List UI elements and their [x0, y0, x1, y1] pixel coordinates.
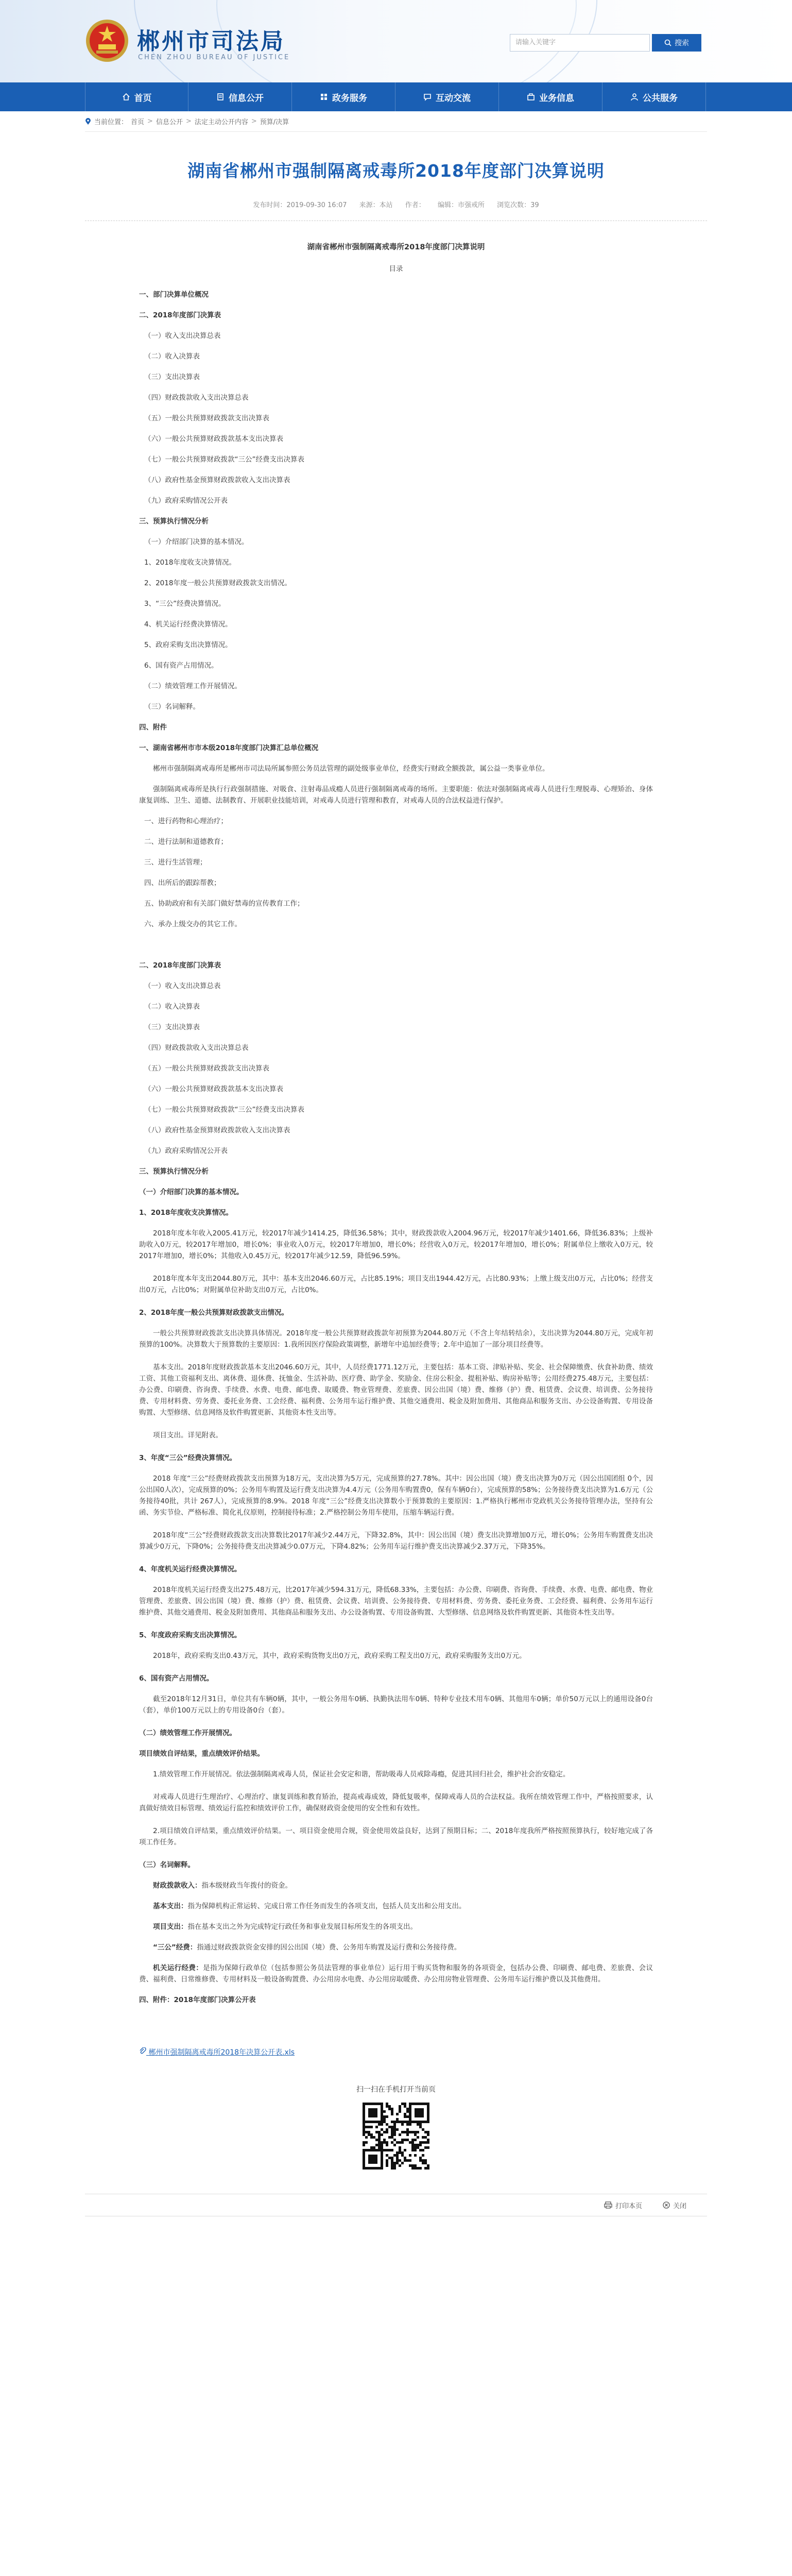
duty-item: 一、进行药物和心理治疗；	[144, 817, 228, 825]
duty-item: 五、协助政府和有关部门做好禁毒的宣传教育工作；	[144, 900, 304, 908]
table-list-item: （三）支出决算表	[144, 1023, 200, 1031]
breadcrumb-item-current[interactable]: 预算/决算	[260, 118, 289, 126]
table-list-item: （六）一般公共预算财政拨款基本支出决算表	[144, 1085, 283, 1093]
toc-item: 4、机关运行经费决算情况。	[144, 620, 232, 629]
glossary-entry	[139, 1962, 653, 1985]
section-paragraphs	[139, 1228, 653, 1296]
toc-item: 2、2018年度一般公共预算财政拨款支出情况。	[144, 579, 291, 587]
breadcrumb-separator: >	[147, 117, 153, 125]
close-icon	[663, 2201, 670, 2209]
duty-list	[139, 816, 653, 930]
section-heading: 四、附件：2018年度部门决算公开表	[139, 1996, 256, 2004]
location-pin-icon	[85, 118, 91, 125]
paragraph: 2018 年度“三公”经费财政拨款支出预算为18万元，支出决算为5万元，完成预算的27.78%。其中：因公出国（境）费支出决算为0万元（因公出国团组 0个，因公出国0人次），完成预算的0%；公务用车购置及运行费支出决算为4.4万元（公务用车购置费0，保有车辆0台），完成预算的58%；公务接待费支出决算为1.6万元（公务接待40批，共计 267人），完成预算的8.9%。2018 年度“三公”经费支出决算数小于预算数的主要原因：1.严格执行郴州市党政机关公务接待管理办法，坚持有公函、务实节俭、严格标准、简化礼仪原则，控制接待标准；2.严格控制公务用车使用，压缩车辆运行费。	[139, 1475, 653, 1517]
paragraph: 1.绩效管理工作开展情况。依法强制隔离戒毒人员，保证社会安定和谐，帮助吸毒人员戒除毒瘾，促进其回归社会，维护社会治安稳定。	[153, 1770, 570, 1778]
section-paragraphs	[139, 1769, 653, 1848]
paragraph: 截至2018年12月31日，单位共有车辆0辆，其中，一般公务用车0辆、执勤执法用车0辆、特种专业技术用车0辆、其他用车0辆；单价50万元以上的通用设备0台（套），单价100万元以上的专用设备0台（套）。	[139, 1695, 653, 1715]
toc-item: （七）一般公共预算财政拨款“三公”经费支出决算表	[144, 455, 304, 464]
search-button[interactable]	[652, 34, 701, 52]
qr-section	[139, 2084, 653, 2173]
section-paragraphs	[139, 763, 653, 806]
table-list-item: （五）一般公共预算财政拨款支出决算表	[144, 1064, 269, 1073]
table-list-item: （二）收入决算表	[144, 1003, 200, 1011]
print-button[interactable]	[604, 2200, 642, 2210]
glossary-definition: 指在基本支出之外为完成特定行政任务和事业发展目标所发生的各项支出。	[187, 1923, 417, 1931]
public-icon	[630, 93, 639, 101]
toc-item: （六）一般公共预算财政拨款基本支出决算表	[144, 435, 283, 443]
toc-item: 5、政府采购支出决算情况。	[144, 641, 232, 649]
glossary-term: 财政拨款收入：	[153, 1882, 202, 1890]
glossary-entry	[139, 1880, 653, 1891]
article-body	[85, 221, 707, 2173]
toc-item: （二）绩效管理工作开展情况。	[144, 682, 242, 690]
section-paragraphs	[139, 1328, 653, 1441]
breadcrumb-separator: >	[185, 117, 192, 125]
toc-item: 二、2018年度部门决算表	[139, 311, 221, 319]
business-icon	[527, 93, 535, 101]
table-list-item: （一）收入支出决算总表	[144, 982, 221, 990]
attachment-icon	[139, 2047, 146, 2055]
toc-item: （一）介绍部门决算的基本情况。	[144, 538, 249, 546]
nav-item-service[interactable]	[292, 82, 395, 111]
glossary-definition: 指为保障机构正常运转、完成日常工作任务而发生的各项支出，包括人员支出和公用支出。	[187, 1902, 466, 1910]
breadcrumb-item-info[interactable]: 信息公开	[156, 118, 183, 126]
toc-item: 6、国有资产占用情况。	[144, 662, 218, 670]
toc-item: 1、2018年度收支决算情况。	[144, 558, 236, 567]
subsection-heading: 2、2018年度一般公共预算财政拨款支出情况。	[139, 1309, 288, 1317]
paragraph: 2018年，政府采购支出0.43万元，其中，政府采购货物支出0万元，政府采购工程支出0万元，政府采购服务支出0万元。	[153, 1652, 526, 1660]
search-icon	[664, 39, 672, 46]
close-button[interactable]	[663, 2200, 686, 2210]
publish-date: 发布时间：2019-09-30 16:07	[253, 201, 347, 209]
nav-label: 信息公开	[229, 93, 264, 104]
national-emblem-icon	[85, 19, 129, 63]
breadcrumb-prefix: 当前位置：	[94, 118, 128, 126]
paragraph: 2018年度“三公”经费财政拨款支出决算数比2017年减少2.44万元，下降32.8%，其中：因公出国（境）费支出决算增加0万元，增长0%；公务用车购置费支出决算减少0万元，下降0%；公务接待费支出决算减少0.07万元，下降4.82%；公务用车运行维护费支出决算减少2.37万元，下降35%。	[139, 1531, 653, 1551]
glossary-term: 基本支出：	[153, 1902, 188, 1910]
toc-item: （四）财政拨款收入支出决算总表	[144, 394, 249, 402]
subsection-heading: 1、2018年度收支决算情况。	[139, 1209, 233, 1217]
nav-label: 首页	[134, 93, 152, 104]
site-header	[0, 0, 792, 82]
paragraph: 基本支出。2018年度财政拨款基本支出2046.60万元，其中，人员经费1771.12万元，主要包括：基本工资、津贴补贴、奖金、社会保障缴费、伙食补助费、绩效工资、其他工资福利支出、离休费、退休费、抚恤金、生活补助、医疗费、助学金、奖励金、住房公积金、提租补贴、购房补贴等；公用经费275.48万元，主要包括：办公费、印刷费、咨询费、手续费、水费、电费、邮电费、取暖费、物业管理费、差旅费、因公出国（境）费、维修（护）费、租赁费、会议费、培训费、公务接待费、专用材料费、劳务费、委托业务费、工会经费、福利费、公务用车运行维护费、其他交通费用、税金及附加费用、其他商品和服务支出、办公设备购置、专用设备购置、大型修缮、信息网络及软件购置更新、其他资本性支出等。	[139, 1363, 653, 1417]
article	[85, 158, 707, 2216]
glossary-term: “三公”经费：	[153, 1943, 197, 1952]
glossary-entry	[139, 1901, 653, 1912]
toc-item: （一）收入支出决算总表	[144, 332, 221, 340]
home-icon	[122, 93, 130, 101]
nav-item-home[interactable]	[85, 82, 188, 111]
subsection-heading: （二）绩效管理工作开展情况。	[139, 1729, 236, 1737]
toc-item: 三、预算执行情况分析	[139, 517, 209, 526]
paragraph: 对戒毒人员进行生理治疗、心理治疗、康复训练和教育矫治，提高戒毒成效，降低复吸率，保障戒毒人员的合法权益。我所在绩效管理工作中，严格按照要求，认真做好绩效目标管理、绩效运行监控和绩效评价工作，确保财政资金使用的安全性和有效性。	[139, 1793, 653, 1812]
glossary-entry	[139, 1921, 653, 1933]
table-list-item: （四）财政拨款收入支出决算总表	[144, 1044, 249, 1052]
article-tools	[85, 2194, 707, 2216]
section-heading: 一、湖南省郴州市市本级2018年度部门决算汇总单位概况	[139, 744, 319, 752]
toc-item: （三）名词解释。	[144, 703, 200, 711]
service-icon	[320, 93, 328, 101]
subsection-heading: 项目绩效自评结果，重点绩效评价结果。	[139, 1750, 264, 1758]
site-title[interactable]: 郴州市司法局	[137, 28, 285, 55]
print-icon	[604, 2201, 612, 2209]
paragraph: 一般公共预算财政拨款支出决算具体情况。2018年度一般公共预算财政拨款年初预算为2044.80万元（不含上年结转结余），支出决算为2044.80万元，完成年初预算的100%。决算数大于预算数的主要原因：1.我所因医疗保险政策调整，新增年中追加经费等；2.年中追加了一部分项目经费等。	[139, 1329, 653, 1349]
paragraph: 强制隔离戒毒所是执行行政强制措施、对吸食、注射毒品成瘾人员进行强制隔离戒毒的场所。主要职能：依法对强制隔离戒毒人员进行生理脱毒、心理矫治、身体康复训练、卫生、道德、法制教育、开展职业技能培训，对戒毒人员进行管理和教育，对戒毒人员的合法权益进行保护。	[139, 785, 653, 805]
breadcrumb-item-home[interactable]: 首页	[131, 118, 145, 126]
site-subtitle: CHEN ZHOU BUREAU OF JUSTICE	[138, 54, 290, 61]
qr-label: 扫一扫在手机打开当前页	[356, 2086, 436, 2094]
toc-label: 目录	[389, 265, 403, 273]
search-button-label: 搜索	[675, 39, 689, 47]
paragraph: 2018年度本年收入2005.41万元，较2017年减少1414.25，降低36.58%；其中，财政拨款收入2004.96万元，较2017年减少1401.66，降低36.83%；上级补助收入0万元，较2017年增加0，增长0%；事业收入0万元，较2017年增加0，增长0%；经营收入0万元，较2017年增加0，增长0%；附属单位上缴收入0万元，较2017年增加0，增长0%；其他收入0.45万元，较2017年减少12.59，降低96.59%。	[139, 1229, 653, 1260]
nav-item-business[interactable]	[499, 82, 602, 111]
glossary	[139, 1880, 653, 1985]
attachment-link[interactable]	[139, 2047, 653, 2058]
nav-item-public[interactable]	[602, 82, 706, 111]
toc-item: （八）政府性基金预算财政拨款收入支出决算表	[144, 476, 290, 484]
toc-item: （九）政府采购情况公开表	[144, 497, 228, 505]
toc-item: 3、“三公”经费决算情况。	[144, 600, 226, 608]
nav-label: 业务信息	[539, 93, 574, 104]
document-heading: 湖南省郴州市强制隔离戒毒所2018年度部门决算说明	[307, 243, 485, 251]
search-input[interactable]: 请输入关键字	[510, 34, 650, 52]
section-heading: 二、2018年度部门决算表	[139, 961, 221, 970]
glossary-definition: 指本级财政当年拨付的资金。	[201, 1882, 292, 1890]
view-count: 浏览次数：39	[497, 201, 539, 209]
section-paragraphs	[139, 1473, 653, 1552]
table-list-item: （九）政府采购情况公开表	[144, 1147, 228, 1155]
glossary-definition: 是指为保障行政单位（包括参照公务员法管理的事业单位）运行用于购买货物和服务的各项资金，包括办公费、印刷费、邮电费、差旅费、会议费、福利费、日常维修费、专用材料及一般设备购置费、办公用房水电费、办公用房取暖费、办公用房物业管理费、公务用车运行维护费以及其他费用。	[139, 1964, 653, 1984]
spacer	[139, 939, 653, 960]
nav-label: 公共服务	[643, 93, 678, 104]
section-heading: 三、预算执行情况分析	[139, 1167, 209, 1176]
subsection-heading: 5、年度政府采购支出决算情况。	[139, 1631, 242, 1639]
breadcrumb-separator: >	[251, 117, 257, 125]
nav-item-chat[interactable]	[395, 82, 499, 111]
table-list-item: （八）政府性基金预算财政拨款收入支出决算表	[144, 1126, 290, 1134]
subsection-heading: 4、年度机关运行经费决算情况。	[139, 1565, 242, 1573]
toc-item: （三）支出决算表	[144, 373, 200, 381]
close-label: 关闭	[673, 2202, 686, 2210]
qr-code	[363, 2103, 429, 2170]
glossary-definition: 指通过财政拨款资金安排的因公出国（境）费、公务用车购置及运行费和公务接待费。	[197, 1943, 461, 1952]
info-icon	[216, 93, 225, 101]
glossary-entry	[139, 1942, 653, 1953]
article-source: 来源：本站	[359, 201, 393, 209]
table-list	[139, 980, 653, 1157]
main-nav	[0, 82, 792, 111]
subsection-heading: （一）介绍部门决算的基本情况。	[139, 1188, 244, 1196]
toc-item: 一、部门决算单位概况	[139, 291, 209, 299]
article-meta	[85, 199, 707, 221]
paragraph: 2018年度本年支出2044.80万元，其中：基本支出2046.60万元，占比85.19%；项目支出1944.42万元，占比80.93%；上缴上级支出0万元，占比0%；经营支出0万元，占比0%；对附属单位补助支出0万元，占比0%。	[139, 1275, 653, 1294]
table-list-item: （七）一般公共预算财政拨款“三公”经费支出决算表	[144, 1106, 304, 1114]
duty-item: 四、出所后的跟踪帮教；	[144, 879, 221, 887]
table-of-contents	[139, 289, 653, 733]
print-label: 打印本页	[615, 2202, 642, 2210]
subsection-heading: （三）名词解释。	[139, 1861, 195, 1869]
paragraph: 项目支出。详见附表。	[153, 1431, 222, 1439]
article-title: 湖南省郴州市强制隔离戒毒所2018年度部门决算说明	[187, 161, 605, 181]
glossary-term: 项目支出：	[153, 1923, 188, 1931]
attachment-filename: 郴州市强制隔离戒毒所2018年决算公开表.xls	[148, 2048, 295, 2057]
nav-label: 互动交流	[436, 93, 471, 104]
paragraph: 郴州市强制隔离戒毒所是郴州市司法局所属参照公务员法管理的副处级事业单位，经费实行财政全额拨款，属公益一类事业单位。	[153, 765, 549, 773]
duty-item: 六、承办上级交办的其它工作。	[144, 920, 242, 928]
toc-item: （五）一般公共预算财政拨款支出决算表	[144, 414, 269, 422]
duty-item: 三、进行生活管理；	[144, 858, 207, 867]
breadcrumb-item-category[interactable]: 法定主动公开内容	[194, 118, 248, 126]
subsection-heading: 3、年度“三公”经费决算情况。	[139, 1454, 237, 1462]
paragraph: 2018年度机关运行经费支出275.48万元，比2017年减少594.31万元，降低68.33%，主要包括：办公费、印刷费、咨询费、手续费、水费、电费、邮电费、物业管理费、差旅费、因公出国（境）费、维修（护）费、租赁费、会议费、培训费、公务接待费、专用材料费、劳务费、委托业务费、工会经费、福利费、公务用车运行维护费、其他交通费用、税金及附加费用、其他商品和服务支出、办公设备购置、专用设备购置、大型修缮、信息网络及软件购置更新、其他资本性支出等。	[139, 1586, 653, 1617]
paragraph: 2.项目绩效自评结果，重点绩效评价结果。一、项目资金使用合规，资金使用效益良好，达到了预期目标；二、2018年度我所严格按照预算执行，较好地完成了各项工作任务。	[139, 1827, 653, 1846]
article-editor: 编辑：市强戒所	[437, 201, 485, 209]
duty-item: 二、进行法制和道德教育；	[144, 838, 228, 846]
subsection-heading: 6、国有资产占用情况。	[139, 1674, 214, 1683]
glossary-term: 机关运行经费：	[153, 1964, 203, 1972]
article-author: 作者：	[405, 201, 425, 209]
toc-item: （二）收入决算表	[144, 352, 200, 361]
nav-label: 政务服务	[332, 93, 367, 104]
nav-item-info[interactable]	[188, 82, 292, 111]
toc-item: 四、附件	[139, 723, 167, 732]
breadcrumb	[85, 111, 707, 132]
chat-icon	[423, 93, 432, 101]
